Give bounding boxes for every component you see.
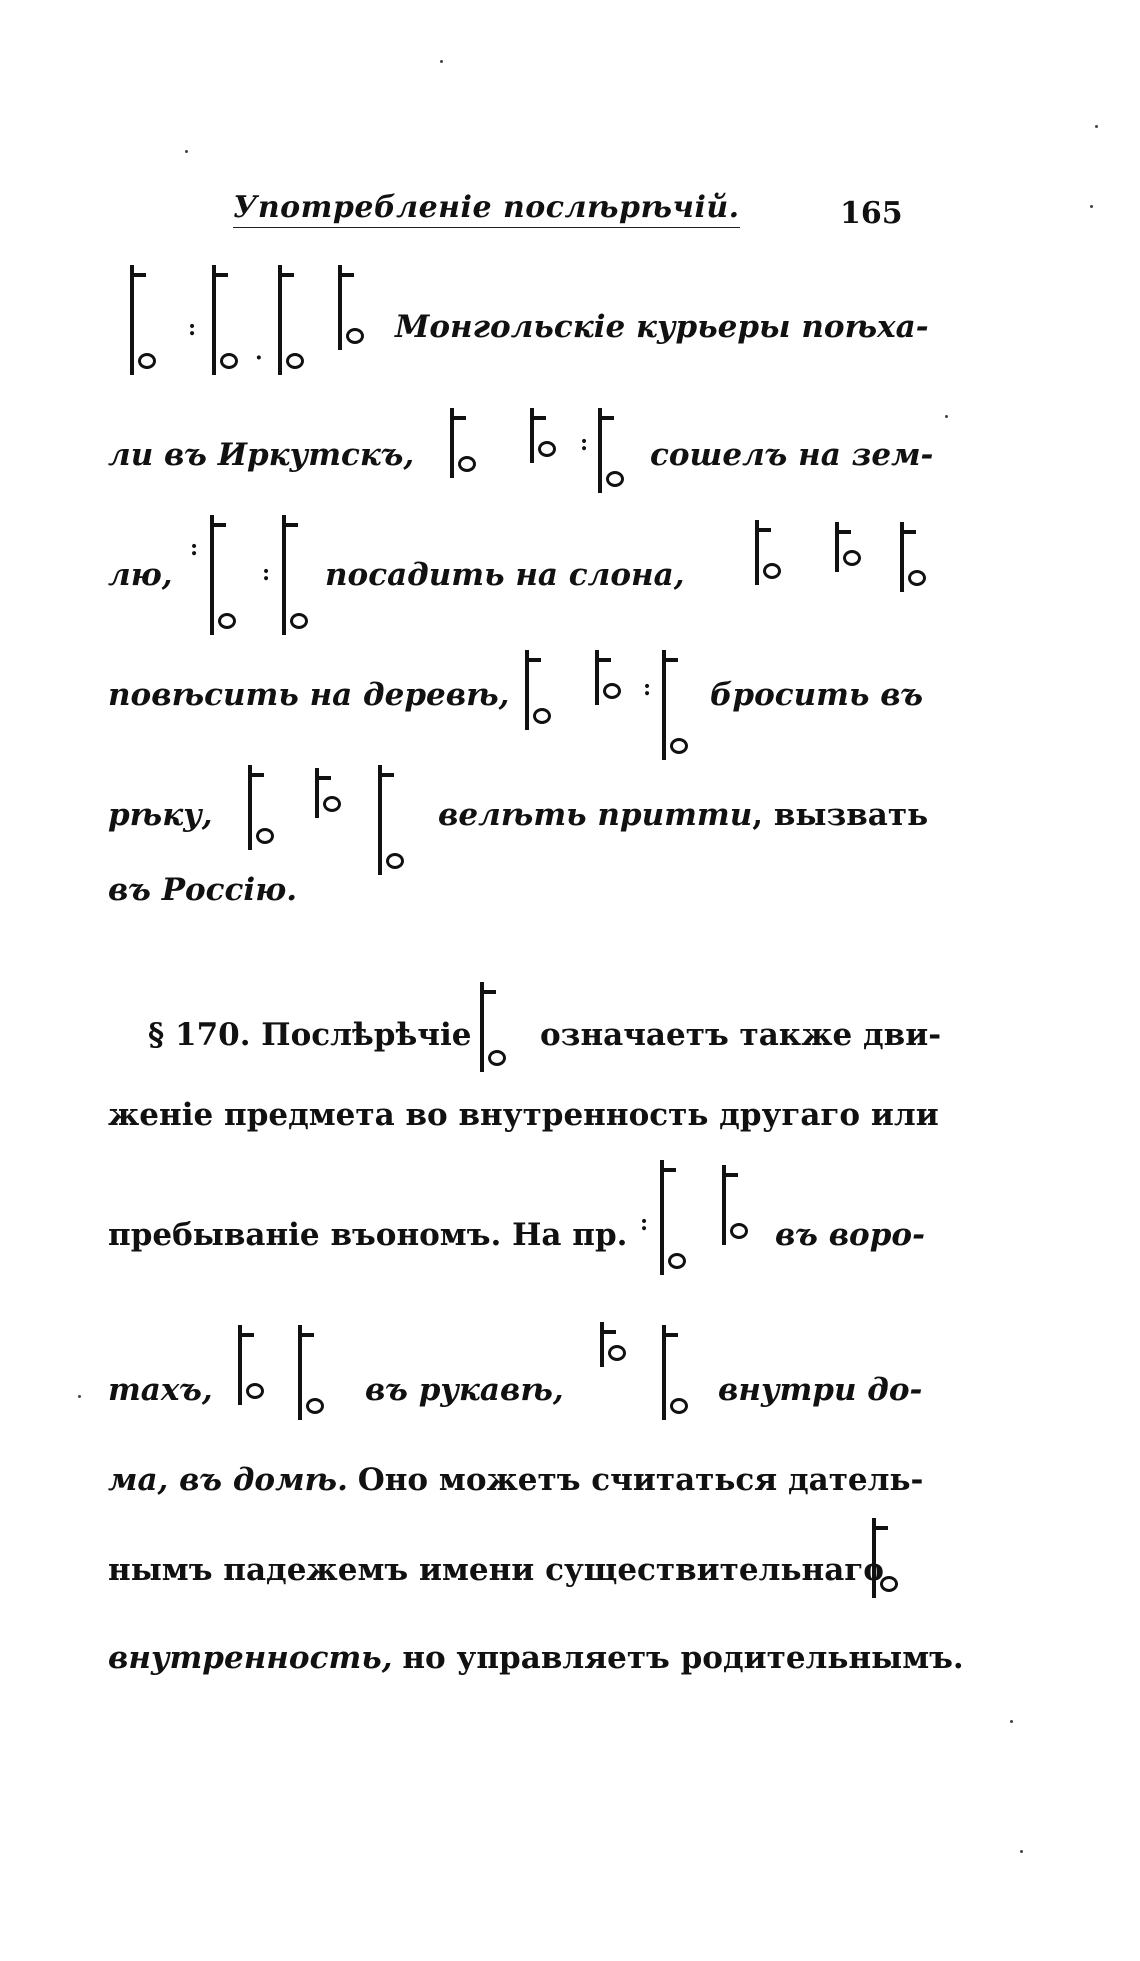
mongolian-script-word — [210, 515, 228, 635]
line-segment: сошелъ на зем- — [650, 437, 934, 473]
line-segment: въ рукавѣ, — [365, 1372, 564, 1408]
paper-speck — [1090, 205, 1093, 208]
line-segment: повѣсить на деревѣ, — [108, 677, 510, 713]
text-line-12 — [108, 1552, 884, 1588]
mongolian-script-word — [248, 765, 266, 850]
line-segment: но управляетъ родительнымъ. — [402, 1640, 964, 1676]
text-line-2b — [650, 437, 934, 473]
line-segment: Оно можетъ считаться датель- — [357, 1462, 924, 1498]
text-line-7a — [148, 1017, 472, 1053]
text-line-10c — [718, 1372, 923, 1408]
paper-speck — [185, 150, 188, 153]
mongolian-script-word — [298, 1325, 316, 1420]
mongolian-script-word — [900, 522, 918, 592]
line-segment: въ Россію. — [108, 872, 298, 908]
line-segment: , вызвать — [752, 797, 929, 833]
line-segment: ма, въ домѣ. — [108, 1462, 348, 1498]
mongolian-script-word — [598, 408, 616, 493]
text-line-6 — [108, 872, 298, 908]
line-segment: рѣку, — [108, 797, 213, 833]
text-line-9a — [108, 1217, 628, 1253]
line-segment: велѣть притти — [438, 797, 753, 833]
line-segment: § 170. Послѣрѣчіе — [148, 1017, 472, 1053]
text-line-11 — [108, 1462, 924, 1498]
mongolian-script-word — [525, 650, 543, 730]
mongolian-script-word — [595, 650, 613, 705]
mongolian-script-word — [282, 515, 300, 635]
line-segment: женіе предмета во внутренность другаго или — [108, 1097, 939, 1133]
line-segment: внутренность, — [108, 1640, 393, 1676]
mongolian-script-word — [238, 1325, 256, 1405]
punctuation-mark: : — [190, 535, 199, 561]
paper-speck — [78, 1395, 81, 1398]
line-segment: означаетъ также дви- — [540, 1017, 942, 1053]
text-line-3b — [325, 557, 685, 593]
mongolian-script-word — [450, 408, 468, 478]
line-segment: внутри до- — [718, 1372, 923, 1408]
line-segment: нымъ падежемъ имени существительнаго — [108, 1552, 884, 1588]
mongolian-script-word — [835, 522, 853, 572]
text-line-5b — [438, 797, 929, 833]
mongolian-script-word — [872, 1518, 890, 1598]
line-segment: въ воро- — [775, 1217, 925, 1253]
punctuation-mark: : — [188, 315, 197, 341]
mongolian-script-word — [662, 650, 680, 760]
paper-speck — [1095, 125, 1098, 128]
paper-speck — [1010, 1720, 1013, 1723]
mongolian-script-word — [315, 768, 333, 818]
mongolian-script-word — [722, 1165, 740, 1245]
page-number: 165 — [840, 196, 903, 231]
text-line-1 — [395, 309, 929, 345]
punctuation-mark: : — [580, 430, 589, 456]
line-segment: Монгольскіе курьеры поѣха- — [395, 309, 929, 345]
line-segment: бросить въ — [710, 677, 924, 713]
text-line-9b — [775, 1217, 925, 1253]
running-head: Употребленіе послѣрѣчій. — [233, 190, 740, 228]
mongolian-script-word — [480, 982, 498, 1072]
mongolian-script-word — [755, 520, 773, 585]
punctuation-mark: · — [255, 345, 263, 371]
line-segment: посадить на слона, — [325, 557, 685, 593]
text-line-8 — [108, 1097, 939, 1133]
text-line-5a — [108, 797, 213, 833]
mongolian-script-word — [378, 765, 396, 875]
line-segment: пребываніе въономъ. На пр. — [108, 1217, 628, 1253]
text-line-4a — [108, 677, 510, 713]
text-line-2a — [108, 437, 415, 473]
mongolian-script-word — [130, 265, 148, 375]
text-line-10b — [365, 1372, 564, 1408]
paper-speck — [440, 60, 443, 63]
text-line-3a — [108, 557, 173, 593]
punctuation-mark: : — [262, 560, 271, 586]
text-line-7b — [540, 1017, 942, 1053]
mongolian-script-word — [530, 408, 548, 463]
punctuation-mark: : — [643, 675, 652, 701]
mongolian-script-word — [662, 1325, 680, 1420]
text-line-10a — [108, 1372, 213, 1408]
mongolian-script-word — [600, 1322, 618, 1367]
punctuation-mark: : — [640, 1210, 649, 1236]
mongolian-script-word — [660, 1160, 678, 1275]
line-segment: лю, — [108, 557, 173, 593]
mongolian-script-word — [212, 265, 230, 375]
text-line-13 — [108, 1640, 964, 1676]
mongolian-script-word — [278, 265, 296, 375]
mongolian-script-word — [338, 265, 356, 350]
text-line-4b — [710, 677, 924, 713]
line-segment: ли въ Иркутскъ, — [108, 437, 415, 473]
paper-speck — [945, 415, 948, 418]
line-segment: тахъ, — [108, 1372, 213, 1408]
paper-speck — [1020, 1850, 1023, 1853]
